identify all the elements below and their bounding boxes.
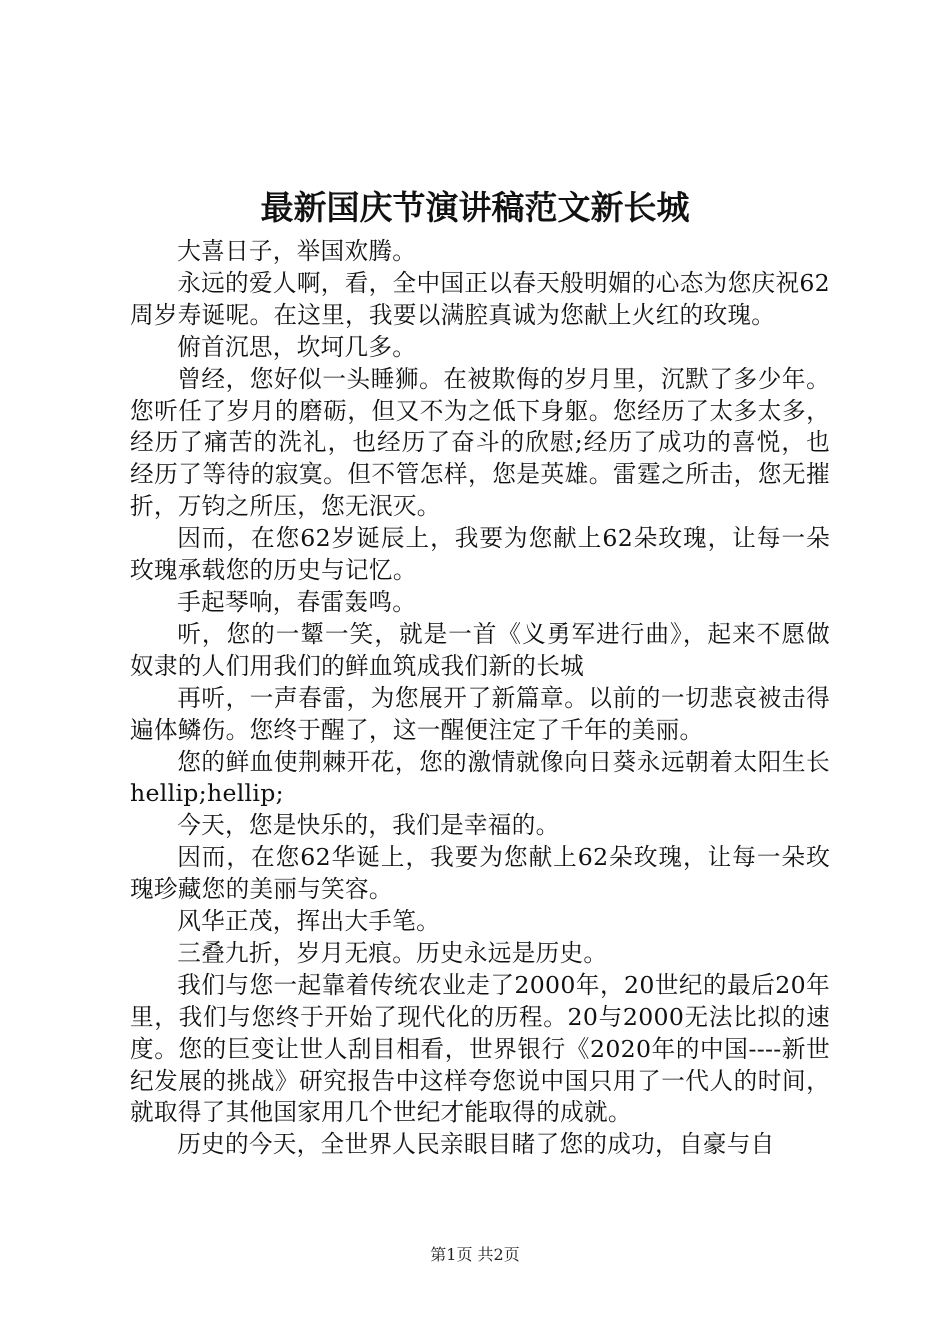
document-body bbox=[130, 236, 830, 1161]
page-footer: 第1页 共2页 bbox=[430, 1245, 520, 1264]
paragraph: 听，您的一颦一笑，就是一首《义勇军进行曲》，起来不愿做奴隶的人们用我们的鲜血筑成我们新的长城 bbox=[130, 619, 830, 680]
paragraph: 风华正茂，挥出大手笔。 bbox=[177, 907, 441, 936]
paragraph: 我们与您一起靠着传统农业走了2000年，20世纪的最后20年里，我们与您终于开始了现代化的历程。20与2000无法比拟的速度。您的巨变让世人刮目相看，世界银行《2020年的中国----新世纪发展的挑战》研究报告中这样夸您说中国只用了一代人的时间，就取得了其他国家用几个世纪才能取得的成就。 bbox=[130, 970, 830, 1127]
paragraph: 历史的今天，全世界人民亲眼目睹了您的成功，自豪与自 bbox=[177, 1130, 775, 1159]
paragraph: 三叠九折，岁月无痕。历史永远是历史。 bbox=[177, 938, 608, 967]
paragraph: 大喜日子，举国欢腾。 bbox=[177, 237, 417, 265]
paragraph: 永远的爱人啊，看，全中国正以春天般明媚的心态为您庆祝62周岁寿诞呢。在这里，我要以满腔真诚为您献上火红的玫瑰。 bbox=[130, 268, 830, 329]
paragraph: 今天，您是快乐的，我们是幸福的。 bbox=[177, 811, 560, 840]
paragraph: 因而，在您62岁诞辰上，我要为您献上62朵玫瑰，让每一朵玫瑰承载您的历史与记忆。 bbox=[130, 524, 830, 585]
document-title: 最新国庆节演讲稿范文新长城 bbox=[260, 188, 690, 227]
paragraph: 俯首沉思，坎坷几多。 bbox=[177, 332, 417, 361]
paragraph: 因而，在您62华诞上，我要为您献上62朵玫瑰，让每一朵玫瑰珍藏您的美丽与笑容。 bbox=[130, 843, 830, 904]
paragraph: 手起琴响，春雷轰鸣。 bbox=[177, 587, 417, 616]
paragraph: 曾经，您好似一头睡狮。在被欺侮的岁月里，沉默了多少年。您听任了岁月的磨砺，但又不为之低下身躯。您经历了太多太多，经历了痛苦的洗礼，也经历了奋斗的欣慰;经历了成功的喜悦，也经历了等待的寂寞。但不管怎样，您是英雄。雷霆之所击，您无摧折，万钧之所压，您无泯灭。 bbox=[130, 364, 830, 521]
paragraph: 您的鲜血使荆棘开花，您的激情就像向日葵永远朝着太阳生长hellip;hellip; bbox=[130, 747, 830, 808]
paragraph: 再听，一声春雷，为您展开了新篇章。以前的一切悲哀被击得遍体鳞伤。您终于醒了，这一醒便注定了千年的美丽。 bbox=[130, 683, 830, 744]
